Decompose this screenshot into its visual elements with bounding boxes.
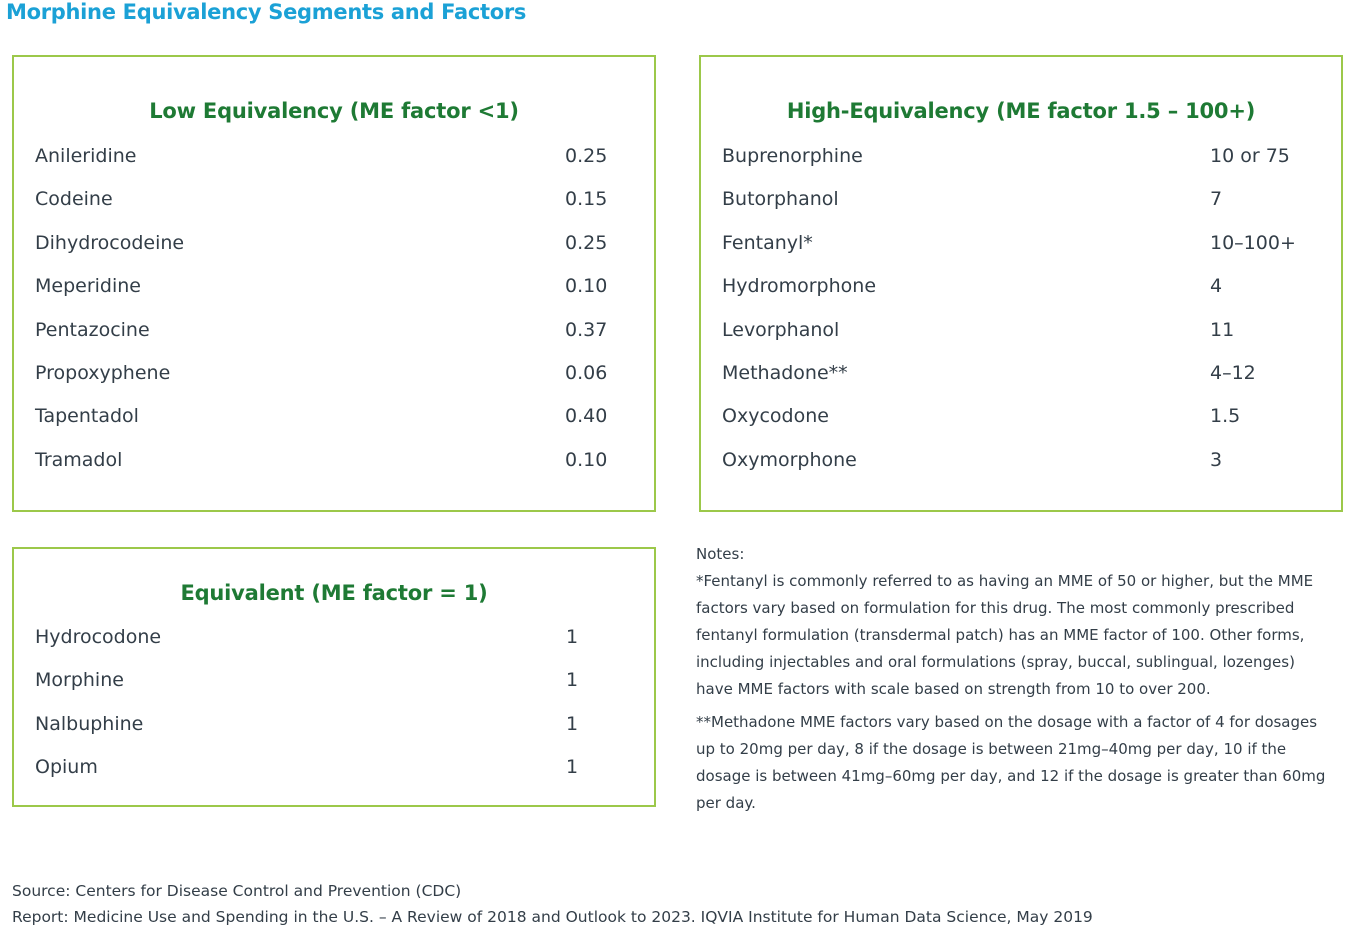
list-item [35, 756, 654, 799]
list-item [35, 713, 654, 756]
list-item [722, 319, 1341, 362]
me-factor: 10 or 75 [1210, 145, 1290, 167]
me-factor: 11 [1210, 318, 1235, 341]
drug-name: Dihydrocodeine [35, 231, 185, 254]
drug-name: Butorphanol [722, 188, 839, 211]
list-item [722, 362, 1341, 405]
me-factor: 3 [1210, 448, 1223, 471]
list-item [35, 145, 654, 188]
drug-name: Pentazocine [35, 318, 150, 341]
equivalent-list [35, 626, 654, 800]
page-title: Morphine Equivalency Segments and Factors [6, 0, 527, 24]
low-equivalency-heading: Low Equivalency (ME factor <1) [149, 99, 519, 123]
drug-name: Codeine [35, 188, 113, 211]
drug-name: Propoxyphene [35, 361, 171, 384]
list-item [35, 319, 654, 362]
list-item [35, 405, 654, 448]
list-item [35, 669, 654, 712]
me-factor: 0.10 [565, 448, 608, 471]
drug-name: Nalbuphine [35, 712, 144, 735]
drug-name: Tapentadol [35, 405, 139, 428]
list-item [722, 449, 1341, 492]
high-equivalency-heading: High-Equivalency (ME factor 1.5 – 100+) [786, 99, 1256, 123]
me-factor: 1.5 [1210, 405, 1241, 428]
high-equivalency-box [699, 55, 1343, 512]
me-factor: 10–100+ [1210, 231, 1296, 254]
source-footer [12, 878, 1093, 930]
drug-name: Hydrocodone [35, 626, 162, 648]
drug-name: Opium [35, 756, 98, 779]
list-item [35, 232, 654, 275]
high-equivalency-list [722, 145, 1341, 492]
me-factor: 7 [1210, 188, 1223, 211]
equivalent-heading: Equivalent (ME factor = 1) [180, 581, 488, 605]
me-factor: 1 [566, 756, 579, 779]
notes-section [696, 541, 1336, 817]
notes-label: Notes: [696, 545, 745, 563]
fentanyl-note: *Fentanyl is commonly referred to as having an MME of 50 or higher, but the MME factors vary based on formulation for this drug. The most commonly prescribed fentanyl formulation (transdermal patch) has an MME factor of 100. Other forms, including injectables and oral formulations (spray, buccal, sublingual, lozenges) have MME factors with scale based on strength from 10 to over 200. [696, 572, 1314, 698]
drug-name: Levorphanol [722, 318, 840, 341]
drug-name: Tramadol [35, 448, 123, 471]
methadone-note: **Methadone MME factors vary based on the dosage with a factor of 4 for dosages up to 20mg per day, 8 if the dosage is between 21mg–40mg per day, 10 if the dosage is between 41mg–60mg per day, and 12 if the dosage is greater than 60mg per day. [696, 713, 1326, 812]
list-item [722, 275, 1341, 318]
list-item [722, 188, 1341, 231]
drug-name: Methadone** [722, 361, 848, 384]
list-item [35, 275, 654, 318]
drug-name: Meperidine [35, 275, 141, 298]
me-factor: 0.37 [565, 318, 608, 341]
me-factor: 0.06 [565, 361, 608, 384]
me-factor: 0.25 [565, 231, 608, 254]
list-item [35, 188, 654, 231]
me-factor: 0.25 [565, 145, 608, 167]
source-line: Source: Centers for Disease Control and Prevention (CDC) [12, 882, 462, 900]
me-factor: 4–12 [1210, 361, 1256, 384]
drug-name: Buprenorphine [722, 145, 863, 167]
list-item [35, 362, 654, 405]
list-item [722, 232, 1341, 275]
low-equivalency-list [35, 145, 654, 492]
low-equivalency-box [12, 55, 656, 512]
drug-name: Oxymorphone [722, 448, 857, 471]
drug-name: Anileridine [35, 145, 137, 167]
me-factor: 1 [566, 712, 579, 735]
list-item [722, 145, 1341, 188]
list-item [722, 405, 1341, 448]
me-factor: 0.15 [565, 188, 608, 211]
drug-name: Morphine [35, 669, 124, 692]
me-factor: 4 [1210, 275, 1223, 298]
me-factor: 0.10 [565, 275, 608, 298]
report-line: Report: Medicine Use and Spending in the U.S. – A Review of 2018 and Outlook to 2023. IQVIA Institute for Human Data Science, May 2019 [12, 908, 1093, 926]
me-factor: 1 [566, 669, 579, 692]
list-item [35, 449, 654, 492]
me-factor: 0.40 [565, 405, 608, 428]
me-factor: 1 [566, 626, 579, 648]
drug-name: Oxycodone [722, 405, 829, 428]
equivalent-box [12, 547, 656, 807]
drug-name: Hydromorphone [722, 275, 877, 298]
drug-name: Fentanyl* [722, 231, 813, 254]
list-item [35, 626, 654, 669]
